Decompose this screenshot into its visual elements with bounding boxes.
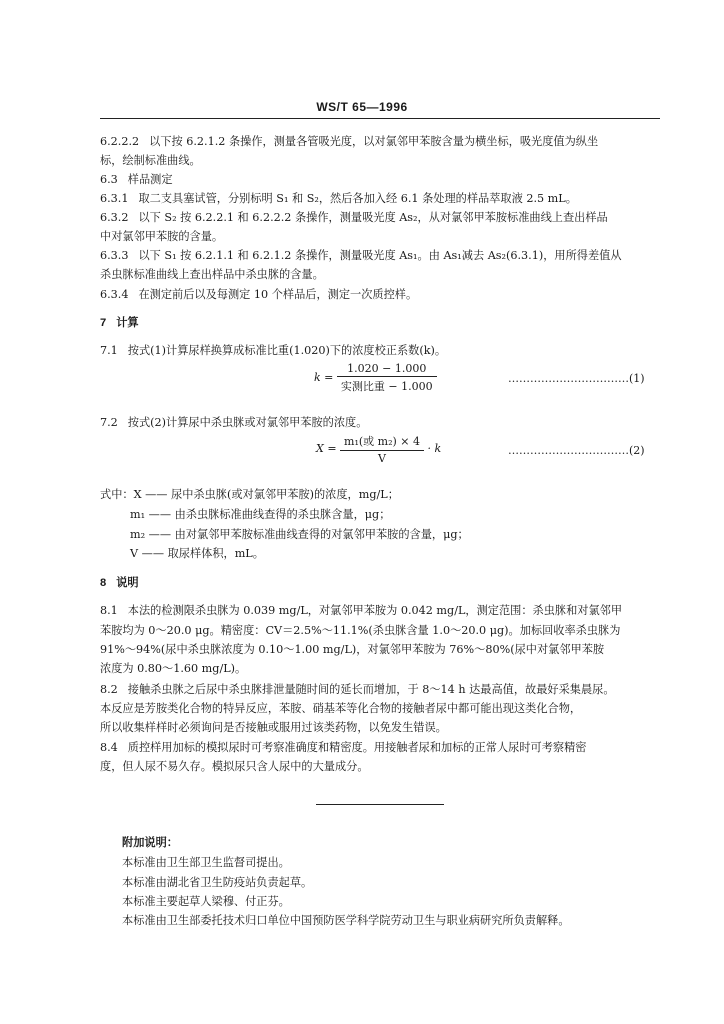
para-7-1 (100, 344, 446, 358)
section-number: 8 (100, 577, 107, 589)
formula-denominator: V (378, 452, 386, 465)
formula-fraction (337, 362, 437, 394)
clause-text: 按式(2)计算尿中杀虫脒或对氯邻甲苯胺的浓度。 (127, 416, 368, 429)
equation-number-1: ……………………………(1) (508, 372, 645, 385)
clause-number: 7.1 (100, 344, 118, 357)
clause-number: 6.2.2.2 (100, 135, 140, 148)
para-8-1 (100, 604, 622, 618)
document-header: WS/T 65—1996 (316, 100, 408, 114)
formula-numerator: m₁(或 m₂) × 4 (340, 433, 424, 451)
para-6-2-2-2-cont: 标，绘制标准曲线。 (100, 154, 201, 167)
para-8-2 (100, 683, 615, 697)
section-title: 计算 (116, 317, 139, 329)
heading-7 (100, 316, 139, 330)
clause-text: 以下 S₂ 按 6.2.2.1 和 6.2.2.2 条操作，测量吸光度 As₂，从对氯邻甲苯胺标准曲线上查出样品 (138, 211, 608, 224)
para-8-2-cont-1: 本反应是芳胺类化合物的特异反应，苯胺、硝基苯等化合物的接触者尿中都可能出现这类化合物， (100, 702, 582, 715)
clause-text: 取二支具塞试管，分别标明 S₁ 和 S₂，然后各加入经 6.1 条处理的样品萃取液 2.5 mL。 (138, 192, 577, 205)
section-title: 说明 (116, 577, 139, 589)
section-number: 7 (100, 317, 107, 329)
clause-number: 6.3 (100, 173, 118, 186)
para-8-4-cont: 度，但人尿不易久存。模拟尿只含人尿中的大量成分。 (100, 760, 369, 773)
clause-text: 按式(1)计算尿样换算成标准比重(1.020)下的浓度校正系数(k)。 (127, 344, 447, 357)
notes-line-3: 本标准主要起草人梁穆、付正芬。 (122, 895, 290, 908)
clause-number: 8.4 (100, 741, 118, 754)
para-6-3-3 (100, 249, 622, 263)
clause-text: 本法的检测限杀虫脒为 0.039 mg/L，对氯邻甲苯胺为 0.042 mg/L，测定范围：杀虫脒和对氯邻甲 (127, 604, 623, 617)
clause-title: 样品测定 (127, 173, 173, 186)
formula-2 (316, 433, 441, 465)
formula-tail: · k (427, 442, 442, 455)
clause-number: 8.1 (100, 604, 118, 617)
para-6-3-2 (100, 211, 608, 225)
para-6-3-3-cont: 杀虫脒标准曲线上查出样品中杀虫脒的含量。 (100, 268, 324, 281)
notes-title: 附加说明： (122, 837, 178, 849)
notes-line-1: 本标准由卫生部卫生监督司提出。 (122, 856, 290, 869)
clause-number: 7.2 (100, 416, 118, 429)
clause-number: 8.2 (100, 683, 118, 696)
formula-1 (314, 362, 437, 394)
where-line-2: m₁ —— 由杀虫脒标准曲线查得的杀虫脒含量，μg； (130, 508, 391, 521)
where-line-1: 式中：X —— 尿中杀虫脒(或对氯邻甲苯胺)的浓度，mg/L； (100, 488, 399, 501)
clause-number: 6.3.1 (100, 192, 129, 205)
formula-denominator: 实测比重 − 1.000 (340, 380, 433, 393)
clause-number: 6.3.2 (100, 211, 129, 224)
formula-lhs: k = (314, 371, 334, 384)
para-8-4 (100, 741, 587, 755)
formula-numerator: 1.020 − 1.000 (337, 362, 437, 377)
para-6-3-2-cont: 中对氯邻甲苯胺的含量。 (100, 230, 224, 243)
end-rule (316, 804, 444, 805)
clause-text: 以下按 6.2.1.2 条操作，测量各管吸光度，以对氯邻甲苯胺含量为横坐标，吸光度值为纵坐 (149, 135, 599, 148)
heading-6-3 (100, 173, 173, 187)
para-8-1-cont-2: 91%～94%(尿中杀虫脒浓度为 0.10～1.00 mg/L)，对氯邻甲苯胺为 76%～80%(尿中对氯邻甲苯胺 (100, 643, 605, 656)
equation-number-2: ……………………………(2) (508, 444, 645, 457)
formula-lhs: X = (316, 442, 337, 455)
para-7-2 (100, 416, 367, 430)
clause-text: 在测定前后以及每测定 10 个样品后，测定一次质控样。 (138, 288, 418, 301)
heading-8 (100, 576, 139, 590)
para-6-3-4 (100, 288, 417, 302)
clause-text: 以下 S₁ 按 6.2.1.1 和 6.2.1.2 条操作，测量吸光度 As₁。由 As₁减去 As₂(6.3.1)，用所得差值从 (138, 249, 622, 262)
formula-fraction (340, 433, 424, 465)
header-rule (100, 118, 660, 119)
clause-number: 6.3.4 (100, 288, 129, 301)
notes-line-2: 本标准由湖北省卫生防疫站负责起草。 (122, 876, 313, 889)
para-6-3-1 (100, 192, 577, 206)
clause-number: 6.3.3 (100, 249, 129, 262)
para-8-2-cont-2: 所以收集样样时必须询问是否接触或服用过该类药物，以免发生错误。 (100, 721, 447, 734)
where-line-3: m₂ —— 由对氯邻甲苯胺标准曲线查得的对氯邻甲苯胺的含量，μg； (130, 528, 469, 541)
notes-line-4: 本标准由卫生部委托技术归口单位中国预防医学科学院劳动卫生与职业病研究所负责解释。 (122, 914, 570, 927)
where-line-4: V —— 取尿样体积，mL。 (130, 547, 264, 560)
clause-text: 质控样用加标的模拟尿时可考察准确度和精密度。用接触者尿和加标的正常人尿时可考察精密 (127, 741, 587, 754)
para-8-1-cont-1: 苯胺均为 0～20.0 μg。精密度：CV＝2.5%～11.1%(杀虫脒含量 1.0～20.0 μg)。加标回收率杀虫脒为 (100, 624, 621, 637)
para-8-1-cont-3: 浓度为 0.80～1.60 mg/L)。 (100, 662, 247, 675)
para-6-2-2-2 (100, 135, 598, 149)
clause-text: 接触杀虫脒之后尿中杀虫脒排泄量随时间的延长而增加，于 8～14 h 达最高值，故最好采集晨尿。 (127, 683, 615, 696)
